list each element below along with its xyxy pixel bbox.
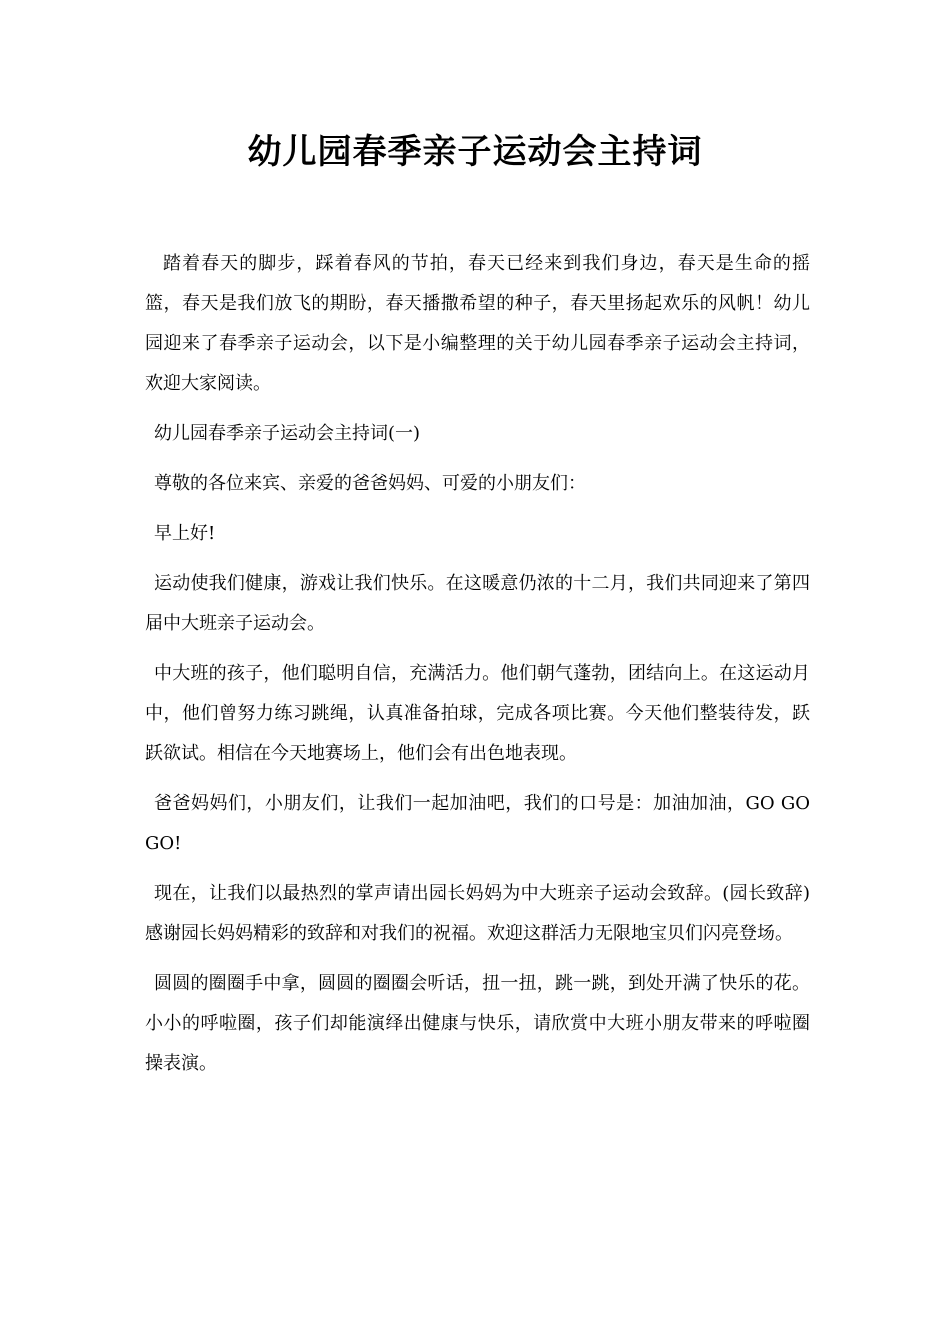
greeting-paragraph: 早上好! [154, 523, 216, 544]
document-title: 幼儿园春季亲子运动会主持词 [247, 132, 703, 172]
section-heading: 幼儿园春季亲子运动会主持词(一) [154, 423, 421, 444]
body-paragraph: 中大班的孩子，他们聪明自信，充满活力。他们朝气蓬勃，团结向上。在这运动月中，他们曾努力练习跳绳，认真准备拍球，完成各项比赛。今天他们整装待发，跃跃欲试。相信在今天地赛场上，他们会有出色地表现。 [145, 663, 810, 764]
body-paragraph: 圆圆的圈圈手中拿，圆圆的圈圈会听话，扭一扭，跳一跳，到处开满了快乐的花。小小的呼啦圈，孩子们却能演绎出健康与快乐，请欣赏中大班小朋友带来的呼啦圈操表演。 [145, 973, 810, 1074]
salutation-paragraph: 尊敬的各位来宾、亲爱的爸爸妈妈、可爱的小朋友们： [154, 473, 586, 494]
intro-paragraph: 踏着春天的脚步，踩着春风的节拍，春天已经来到我们身边，春天是生命的摇篮，春天是我们放飞的期盼，春天播撒希望的种子，春天里扬起欢乐的风帆！幼儿园迎来了春季亲子运动会，以下是小编整理的关于幼儿园春季亲子运动会主持词，欢迎大家阅读。 [145, 253, 810, 394]
body-paragraph: 运动使我们健康，游戏让我们快乐。在这暖意仍浓的十二月，我们共同迎来了第四届中大班亲子运动会。 [145, 573, 810, 634]
body-paragraph: 爸爸妈妈们，小朋友们，让我们一起加油吧，我们的口号是：加油加油，GO GO GO! [145, 793, 810, 854]
body-paragraph: 现在，让我们以最热烈的掌声请出园长妈妈为中大班亲子运动会致辞。(园长致辞)感谢园长妈妈精彩的致辞和对我们的祝福。欢迎这群活力无限地宝贝们闪亮登场。 [145, 883, 810, 944]
document-body [145, 244, 810, 1094]
